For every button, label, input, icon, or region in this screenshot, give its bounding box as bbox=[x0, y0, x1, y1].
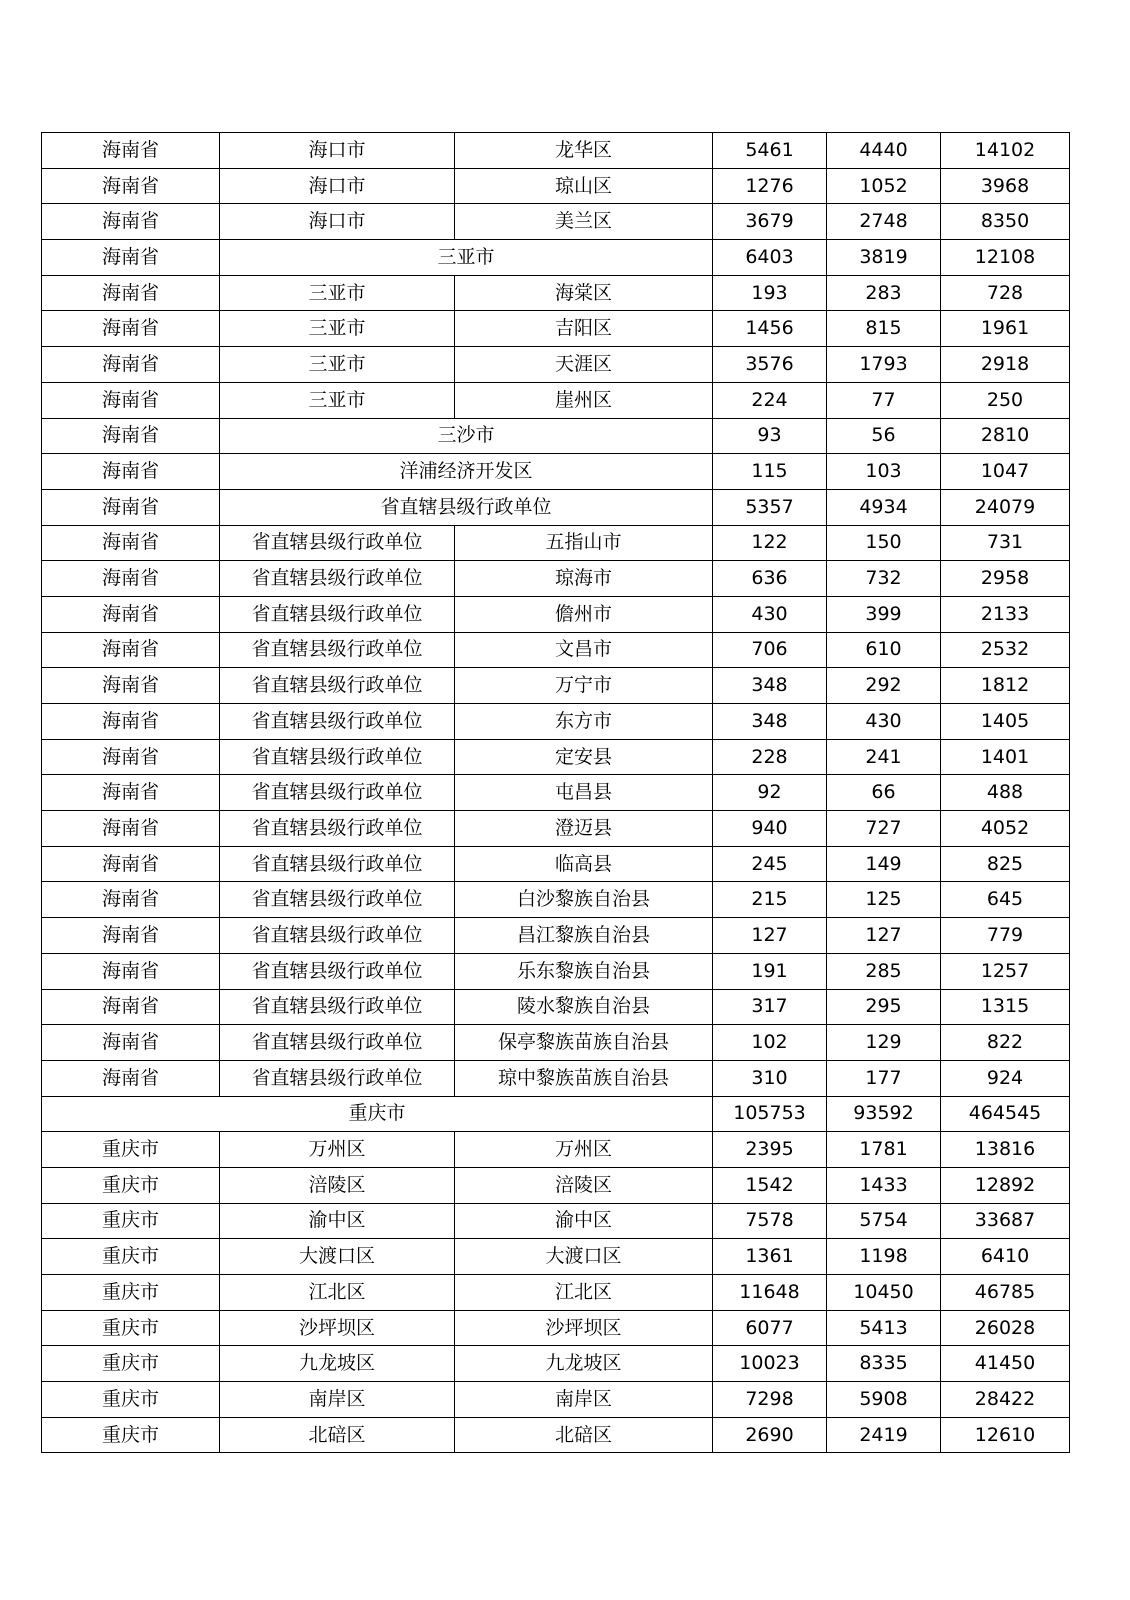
value-cell-3: 28422 bbox=[941, 1382, 1070, 1418]
table-row bbox=[42, 596, 1070, 632]
city-cell: 省直辖县级行政单位 bbox=[220, 489, 713, 525]
value-cell-2: 125 bbox=[827, 882, 941, 918]
value-cell-3: 645 bbox=[941, 882, 1070, 918]
value-cell-2: 103 bbox=[827, 454, 941, 490]
city-cell: 三亚市 bbox=[220, 347, 455, 383]
value-cell-1: 706 bbox=[713, 632, 827, 668]
table-row bbox=[42, 204, 1070, 240]
city-cell: 省直辖县级行政单位 bbox=[220, 668, 455, 704]
city-cell: 海口市 bbox=[220, 204, 455, 240]
value-cell-2: 1781 bbox=[827, 1132, 941, 1168]
city-cell: 万州区 bbox=[220, 1132, 455, 1168]
value-cell-1: 93 bbox=[713, 418, 827, 454]
table-row bbox=[42, 1346, 1070, 1382]
city-cell: 省直辖县级行政单位 bbox=[220, 739, 455, 775]
region-name-cell: 重庆市 bbox=[42, 1096, 713, 1132]
province-cell: 重庆市 bbox=[42, 1203, 220, 1239]
city-cell: 省直辖县级行政单位 bbox=[220, 596, 455, 632]
value-cell-1: 1276 bbox=[713, 168, 827, 204]
county-cell: 琼中黎族苗族自治县 bbox=[455, 1060, 713, 1096]
value-cell-1: 191 bbox=[713, 953, 827, 989]
table-row bbox=[42, 775, 1070, 811]
value-cell-1: 122 bbox=[713, 525, 827, 561]
province-cell: 海南省 bbox=[42, 133, 220, 169]
value-cell-1: 2690 bbox=[713, 1417, 827, 1453]
value-cell-3: 12892 bbox=[941, 1167, 1070, 1203]
value-cell-1: 245 bbox=[713, 846, 827, 882]
county-cell: 保亭黎族苗族自治县 bbox=[455, 1025, 713, 1061]
table-row bbox=[42, 311, 1070, 347]
value-cell-1: 636 bbox=[713, 561, 827, 597]
table-row bbox=[42, 489, 1070, 525]
value-cell-3: 825 bbox=[941, 846, 1070, 882]
city-cell: 省直辖县级行政单位 bbox=[220, 1060, 455, 1096]
value-cell-3: 1401 bbox=[941, 739, 1070, 775]
value-cell-1: 7298 bbox=[713, 1382, 827, 1418]
province-cell: 海南省 bbox=[42, 275, 220, 311]
province-cell: 海南省 bbox=[42, 168, 220, 204]
city-cell: 省直辖县级行政单位 bbox=[220, 882, 455, 918]
value-cell-2: 732 bbox=[827, 561, 941, 597]
value-cell-3: 464545 bbox=[941, 1096, 1070, 1132]
value-cell-1: 10023 bbox=[713, 1346, 827, 1382]
city-cell: 三亚市 bbox=[220, 240, 713, 276]
city-cell: 省直辖县级行政单位 bbox=[220, 704, 455, 740]
value-cell-3: 488 bbox=[941, 775, 1070, 811]
value-cell-3: 1405 bbox=[941, 704, 1070, 740]
province-cell: 海南省 bbox=[42, 454, 220, 490]
value-cell-3: 14102 bbox=[941, 133, 1070, 169]
table-row bbox=[42, 1025, 1070, 1061]
table-row bbox=[42, 1132, 1070, 1168]
province-cell: 海南省 bbox=[42, 382, 220, 418]
value-cell-1: 430 bbox=[713, 596, 827, 632]
value-cell-3: 1812 bbox=[941, 668, 1070, 704]
value-cell-3: 2958 bbox=[941, 561, 1070, 597]
value-cell-3: 924 bbox=[941, 1060, 1070, 1096]
county-cell: 江北区 bbox=[455, 1275, 713, 1311]
city-cell: 省直辖县级行政单位 bbox=[220, 953, 455, 989]
value-cell-2: 1793 bbox=[827, 347, 941, 383]
value-cell-1: 92 bbox=[713, 775, 827, 811]
value-cell-2: 129 bbox=[827, 1025, 941, 1061]
table-row bbox=[42, 918, 1070, 954]
province-cell: 重庆市 bbox=[42, 1382, 220, 1418]
value-cell-3: 2810 bbox=[941, 418, 1070, 454]
table-row bbox=[42, 382, 1070, 418]
table-row bbox=[42, 347, 1070, 383]
value-cell-2: 5908 bbox=[827, 1382, 941, 1418]
table-body bbox=[42, 133, 1070, 1453]
value-cell-2: 241 bbox=[827, 739, 941, 775]
value-cell-2: 1052 bbox=[827, 168, 941, 204]
value-cell-3: 1257 bbox=[941, 953, 1070, 989]
county-cell: 定安县 bbox=[455, 739, 713, 775]
value-cell-1: 3576 bbox=[713, 347, 827, 383]
city-cell: 海口市 bbox=[220, 133, 455, 169]
value-cell-2: 5413 bbox=[827, 1310, 941, 1346]
value-cell-3: 12610 bbox=[941, 1417, 1070, 1453]
province-cell: 海南省 bbox=[42, 739, 220, 775]
value-cell-1: 193 bbox=[713, 275, 827, 311]
city-cell: 省直辖县级行政单位 bbox=[220, 918, 455, 954]
value-cell-2: 2748 bbox=[827, 204, 941, 240]
city-cell: 三亚市 bbox=[220, 275, 455, 311]
value-cell-2: 2419 bbox=[827, 1417, 941, 1453]
value-cell-3: 41450 bbox=[941, 1346, 1070, 1382]
value-cell-3: 731 bbox=[941, 525, 1070, 561]
county-cell: 澄迈县 bbox=[455, 811, 713, 847]
table-row bbox=[42, 1417, 1070, 1453]
table-row bbox=[42, 1275, 1070, 1311]
value-cell-2: 177 bbox=[827, 1060, 941, 1096]
province-cell: 海南省 bbox=[42, 1060, 220, 1096]
value-cell-2: 295 bbox=[827, 989, 941, 1025]
value-cell-2: 1433 bbox=[827, 1167, 941, 1203]
value-cell-2: 5754 bbox=[827, 1203, 941, 1239]
city-cell: 涪陵区 bbox=[220, 1167, 455, 1203]
county-cell: 琼海市 bbox=[455, 561, 713, 597]
table-row bbox=[42, 1167, 1070, 1203]
table-row bbox=[42, 882, 1070, 918]
value-cell-2: 93592 bbox=[827, 1096, 941, 1132]
city-cell: 省直辖县级行政单位 bbox=[220, 775, 455, 811]
county-cell: 大渡口区 bbox=[455, 1239, 713, 1275]
city-cell: 沙坪坝区 bbox=[220, 1310, 455, 1346]
province-cell: 海南省 bbox=[42, 632, 220, 668]
value-cell-2: 283 bbox=[827, 275, 941, 311]
value-cell-2: 285 bbox=[827, 953, 941, 989]
value-cell-3: 4052 bbox=[941, 811, 1070, 847]
value-cell-1: 228 bbox=[713, 739, 827, 775]
value-cell-2: 8335 bbox=[827, 1346, 941, 1382]
county-cell: 涪陵区 bbox=[455, 1167, 713, 1203]
province-cell: 海南省 bbox=[42, 240, 220, 276]
value-cell-2: 399 bbox=[827, 596, 941, 632]
province-cell: 重庆市 bbox=[42, 1310, 220, 1346]
table-row bbox=[42, 275, 1070, 311]
value-cell-2: 127 bbox=[827, 918, 941, 954]
value-cell-3: 250 bbox=[941, 382, 1070, 418]
city-cell: 大渡口区 bbox=[220, 1239, 455, 1275]
city-cell: 南岸区 bbox=[220, 1382, 455, 1418]
city-cell: 洋浦经济开发区 bbox=[220, 454, 713, 490]
county-cell: 万州区 bbox=[455, 1132, 713, 1168]
table-row bbox=[42, 846, 1070, 882]
county-cell: 文昌市 bbox=[455, 632, 713, 668]
value-cell-1: 940 bbox=[713, 811, 827, 847]
value-cell-1: 6077 bbox=[713, 1310, 827, 1346]
table-row bbox=[42, 454, 1070, 490]
value-cell-2: 430 bbox=[827, 704, 941, 740]
county-cell: 琼山区 bbox=[455, 168, 713, 204]
value-cell-1: 105753 bbox=[713, 1096, 827, 1132]
city-cell: 省直辖县级行政单位 bbox=[220, 632, 455, 668]
province-cell: 重庆市 bbox=[42, 1346, 220, 1382]
value-cell-3: 728 bbox=[941, 275, 1070, 311]
value-cell-3: 26028 bbox=[941, 1310, 1070, 1346]
statistics-table bbox=[41, 132, 1070, 1453]
table-row bbox=[42, 1060, 1070, 1096]
value-cell-1: 127 bbox=[713, 918, 827, 954]
county-cell: 天涯区 bbox=[455, 347, 713, 383]
county-cell: 吉阳区 bbox=[455, 311, 713, 347]
province-cell: 海南省 bbox=[42, 418, 220, 454]
city-cell: 省直辖县级行政单位 bbox=[220, 989, 455, 1025]
city-cell: 九龙坡区 bbox=[220, 1346, 455, 1382]
province-cell: 海南省 bbox=[42, 489, 220, 525]
province-cell: 重庆市 bbox=[42, 1417, 220, 1453]
province-cell: 海南省 bbox=[42, 811, 220, 847]
table-row bbox=[42, 133, 1070, 169]
province-cell: 海南省 bbox=[42, 525, 220, 561]
province-cell: 重庆市 bbox=[42, 1132, 220, 1168]
county-cell: 儋州市 bbox=[455, 596, 713, 632]
value-cell-3: 24079 bbox=[941, 489, 1070, 525]
value-cell-2: 149 bbox=[827, 846, 941, 882]
table-row bbox=[42, 1096, 1070, 1132]
province-cell: 海南省 bbox=[42, 596, 220, 632]
city-cell: 省直辖县级行政单位 bbox=[220, 1025, 455, 1061]
table-row bbox=[42, 989, 1070, 1025]
county-cell: 崖州区 bbox=[455, 382, 713, 418]
county-cell: 陵水黎族自治县 bbox=[455, 989, 713, 1025]
city-cell: 省直辖县级行政单位 bbox=[220, 525, 455, 561]
value-cell-2: 727 bbox=[827, 811, 941, 847]
province-cell: 海南省 bbox=[42, 918, 220, 954]
value-cell-1: 348 bbox=[713, 668, 827, 704]
city-cell: 渝中区 bbox=[220, 1203, 455, 1239]
value-cell-1: 310 bbox=[713, 1060, 827, 1096]
value-cell-1: 1361 bbox=[713, 1239, 827, 1275]
value-cell-2: 4440 bbox=[827, 133, 941, 169]
value-cell-1: 11648 bbox=[713, 1275, 827, 1311]
city-cell: 三沙市 bbox=[220, 418, 713, 454]
city-cell: 海口市 bbox=[220, 168, 455, 204]
value-cell-3: 12108 bbox=[941, 240, 1070, 276]
county-cell: 九龙坡区 bbox=[455, 1346, 713, 1382]
county-cell: 临高县 bbox=[455, 846, 713, 882]
county-cell: 沙坪坝区 bbox=[455, 1310, 713, 1346]
table-row bbox=[42, 418, 1070, 454]
value-cell-1: 7578 bbox=[713, 1203, 827, 1239]
value-cell-1: 6403 bbox=[713, 240, 827, 276]
value-cell-3: 2918 bbox=[941, 347, 1070, 383]
county-cell: 北碚区 bbox=[455, 1417, 713, 1453]
value-cell-2: 4934 bbox=[827, 489, 941, 525]
table-row bbox=[42, 1203, 1070, 1239]
city-cell: 三亚市 bbox=[220, 382, 455, 418]
value-cell-2: 1198 bbox=[827, 1239, 941, 1275]
county-cell: 渝中区 bbox=[455, 1203, 713, 1239]
province-cell: 海南省 bbox=[42, 347, 220, 383]
province-cell: 重庆市 bbox=[42, 1167, 220, 1203]
value-cell-3: 1047 bbox=[941, 454, 1070, 490]
city-cell: 省直辖县级行政单位 bbox=[220, 811, 455, 847]
city-cell: 北碚区 bbox=[220, 1417, 455, 1453]
province-cell: 海南省 bbox=[42, 846, 220, 882]
value-cell-1: 5461 bbox=[713, 133, 827, 169]
table-row bbox=[42, 168, 1070, 204]
province-cell: 海南省 bbox=[42, 311, 220, 347]
county-cell: 万宁市 bbox=[455, 668, 713, 704]
province-cell: 重庆市 bbox=[42, 1239, 220, 1275]
value-cell-3: 822 bbox=[941, 1025, 1070, 1061]
value-cell-1: 1542 bbox=[713, 1167, 827, 1203]
value-cell-2: 292 bbox=[827, 668, 941, 704]
value-cell-2: 56 bbox=[827, 418, 941, 454]
value-cell-3: 2133 bbox=[941, 596, 1070, 632]
province-cell: 海南省 bbox=[42, 775, 220, 811]
value-cell-3: 3968 bbox=[941, 168, 1070, 204]
province-cell: 重庆市 bbox=[42, 1275, 220, 1311]
county-cell: 乐东黎族自治县 bbox=[455, 953, 713, 989]
province-cell: 海南省 bbox=[42, 561, 220, 597]
table-row bbox=[42, 704, 1070, 740]
value-cell-2: 10450 bbox=[827, 1275, 941, 1311]
table-row bbox=[42, 525, 1070, 561]
value-cell-3: 6410 bbox=[941, 1239, 1070, 1275]
value-cell-1: 2395 bbox=[713, 1132, 827, 1168]
value-cell-1: 317 bbox=[713, 989, 827, 1025]
value-cell-2: 815 bbox=[827, 311, 941, 347]
value-cell-1: 1456 bbox=[713, 311, 827, 347]
province-cell: 海南省 bbox=[42, 989, 220, 1025]
value-cell-1: 115 bbox=[713, 454, 827, 490]
value-cell-2: 610 bbox=[827, 632, 941, 668]
city-cell: 省直辖县级行政单位 bbox=[220, 846, 455, 882]
province-cell: 海南省 bbox=[42, 668, 220, 704]
value-cell-1: 215 bbox=[713, 882, 827, 918]
county-cell: 东方市 bbox=[455, 704, 713, 740]
value-cell-2: 3819 bbox=[827, 240, 941, 276]
county-cell: 龙华区 bbox=[455, 133, 713, 169]
table-row bbox=[42, 1310, 1070, 1346]
table-row bbox=[42, 561, 1070, 597]
value-cell-1: 3679 bbox=[713, 204, 827, 240]
value-cell-3: 46785 bbox=[941, 1275, 1070, 1311]
table-row bbox=[42, 1382, 1070, 1418]
county-cell: 白沙黎族自治县 bbox=[455, 882, 713, 918]
value-cell-3: 33687 bbox=[941, 1203, 1070, 1239]
province-cell: 海南省 bbox=[42, 204, 220, 240]
value-cell-1: 224 bbox=[713, 382, 827, 418]
value-cell-3: 13816 bbox=[941, 1132, 1070, 1168]
value-cell-3: 779 bbox=[941, 918, 1070, 954]
city-cell: 三亚市 bbox=[220, 311, 455, 347]
province-cell: 海南省 bbox=[42, 953, 220, 989]
county-cell: 海棠区 bbox=[455, 275, 713, 311]
value-cell-3: 1961 bbox=[941, 311, 1070, 347]
value-cell-3: 2532 bbox=[941, 632, 1070, 668]
county-cell: 昌江黎族自治县 bbox=[455, 918, 713, 954]
city-cell: 省直辖县级行政单位 bbox=[220, 561, 455, 597]
value-cell-1: 5357 bbox=[713, 489, 827, 525]
table-row bbox=[42, 739, 1070, 775]
county-cell: 屯昌县 bbox=[455, 775, 713, 811]
county-cell: 五指山市 bbox=[455, 525, 713, 561]
value-cell-3: 8350 bbox=[941, 204, 1070, 240]
value-cell-2: 77 bbox=[827, 382, 941, 418]
table-row bbox=[42, 632, 1070, 668]
table-row bbox=[42, 811, 1070, 847]
table-row bbox=[42, 953, 1070, 989]
city-cell: 江北区 bbox=[220, 1275, 455, 1311]
province-cell: 海南省 bbox=[42, 1025, 220, 1061]
value-cell-1: 348 bbox=[713, 704, 827, 740]
value-cell-2: 66 bbox=[827, 775, 941, 811]
table-row bbox=[42, 668, 1070, 704]
value-cell-1: 102 bbox=[713, 1025, 827, 1061]
province-cell: 海南省 bbox=[42, 882, 220, 918]
province-cell: 海南省 bbox=[42, 704, 220, 740]
value-cell-2: 150 bbox=[827, 525, 941, 561]
county-cell: 南岸区 bbox=[455, 1382, 713, 1418]
table-row bbox=[42, 240, 1070, 276]
value-cell-3: 1315 bbox=[941, 989, 1070, 1025]
county-cell: 美兰区 bbox=[455, 204, 713, 240]
table-row bbox=[42, 1239, 1070, 1275]
